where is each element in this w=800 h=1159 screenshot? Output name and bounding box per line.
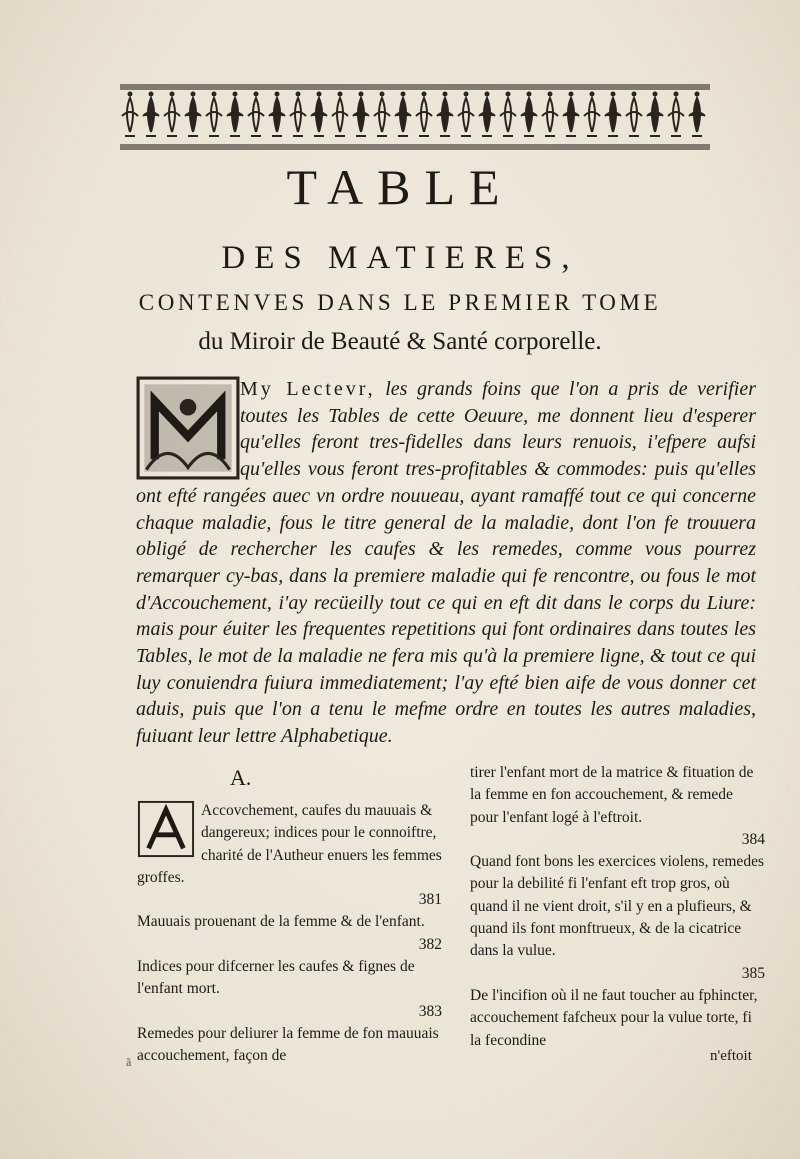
list-item: Quand font bons les exercices violens, remedes pour la debilité fi l'enfant eft trop gros, où quand il ne vient droit, s'il y en a plufieurs, & quand ils font monftrueux, & de la cicatrice dans la vulue. 385 <box>470 853 765 982</box>
intro-text: les grands foins que l'on a pris de verifier toutes les Tables de cette Oeuure, me donnent lieu d'esperer qu'elles feront tres-fidelles dans leurs renuois, i'efpere aufsi qu'elles vous feront tres-profitables & commodes: puis qu'elles ont efté rangées auec vn ordre nouueau, ayant ramaffé tout ce qui concerne chaque maladie, fous le titre general de la maladie, dont l'on fe trouuera obligé de rechercher les caufes & les remedes, comme vous pourrez remarquer cy-bas, dans la premiere maladie qui fe rencontre, ou fous le mot d'Accouchement, i'ay recüeilly tout ce qui en eft dit dans le corps du Liure: mais pour éuiter les frequentes repetitions qui font ordinaires dans toutes les Tables, le mot de la maladie ne fera mis qu'à la premiere ligne, & tout ce qui luy conuiendra fuiura immediatement; l'ay efté bien aife de vous donner cet aduis, puis que l'on a tenu le mefme ordre en toutes les autres maladies, fuiuant leur lettre Alphabetique. <box>136 378 757 748</box>
subtitle-line-1: DES MATIERES, <box>221 240 579 276</box>
list-item: tirer l'enfant mort de la matrice & fituation de la femme en fon accouchement, & remede pour l'enfant logé à l'eftroit. 384 <box>470 764 765 848</box>
list-item: Indices pour difcerner les caufes & fignes de l'enfant mort. 383 <box>137 958 442 1020</box>
list-item: Mauuais prouenant de la femme & de l'enfant. 382 <box>137 913 442 953</box>
decorated-initial-m-icon <box>136 376 240 480</box>
list-item: De l'incifion où il ne faut toucher au fphincter, accouchement fafcheux pour la vulue torte, fi la fecondine <box>470 986 758 1049</box>
catchword: n'eftoit <box>710 1048 752 1064</box>
page-title: TABLE <box>286 159 514 215</box>
fleuron-border-ornament <box>120 82 710 152</box>
intro-paragraph <box>136 376 756 750</box>
decorated-initial-a-icon <box>137 800 195 858</box>
subtitle-line-3: du Miroir de Beauté & Santé corporelle. <box>198 328 602 355</box>
left-column <box>137 800 442 1068</box>
subtitle-line-2: CONTENVES DANS LE PREMIER TOME <box>138 290 662 315</box>
section-letter: A. <box>230 765 252 790</box>
intro-lead: My Lectevr, <box>240 378 376 400</box>
list-item: Accovchement, caufes du mauuais & dangereux; indices pour le connoiftre, charité de l'Autheur enuers les femmes groffes. 381 <box>137 802 442 909</box>
right-column <box>470 762 765 1052</box>
list-item: Remedes pour deliurer la femme de fon mauuais accouchement, façon de <box>137 1024 439 1065</box>
signature-mark: ã <box>126 1055 132 1069</box>
